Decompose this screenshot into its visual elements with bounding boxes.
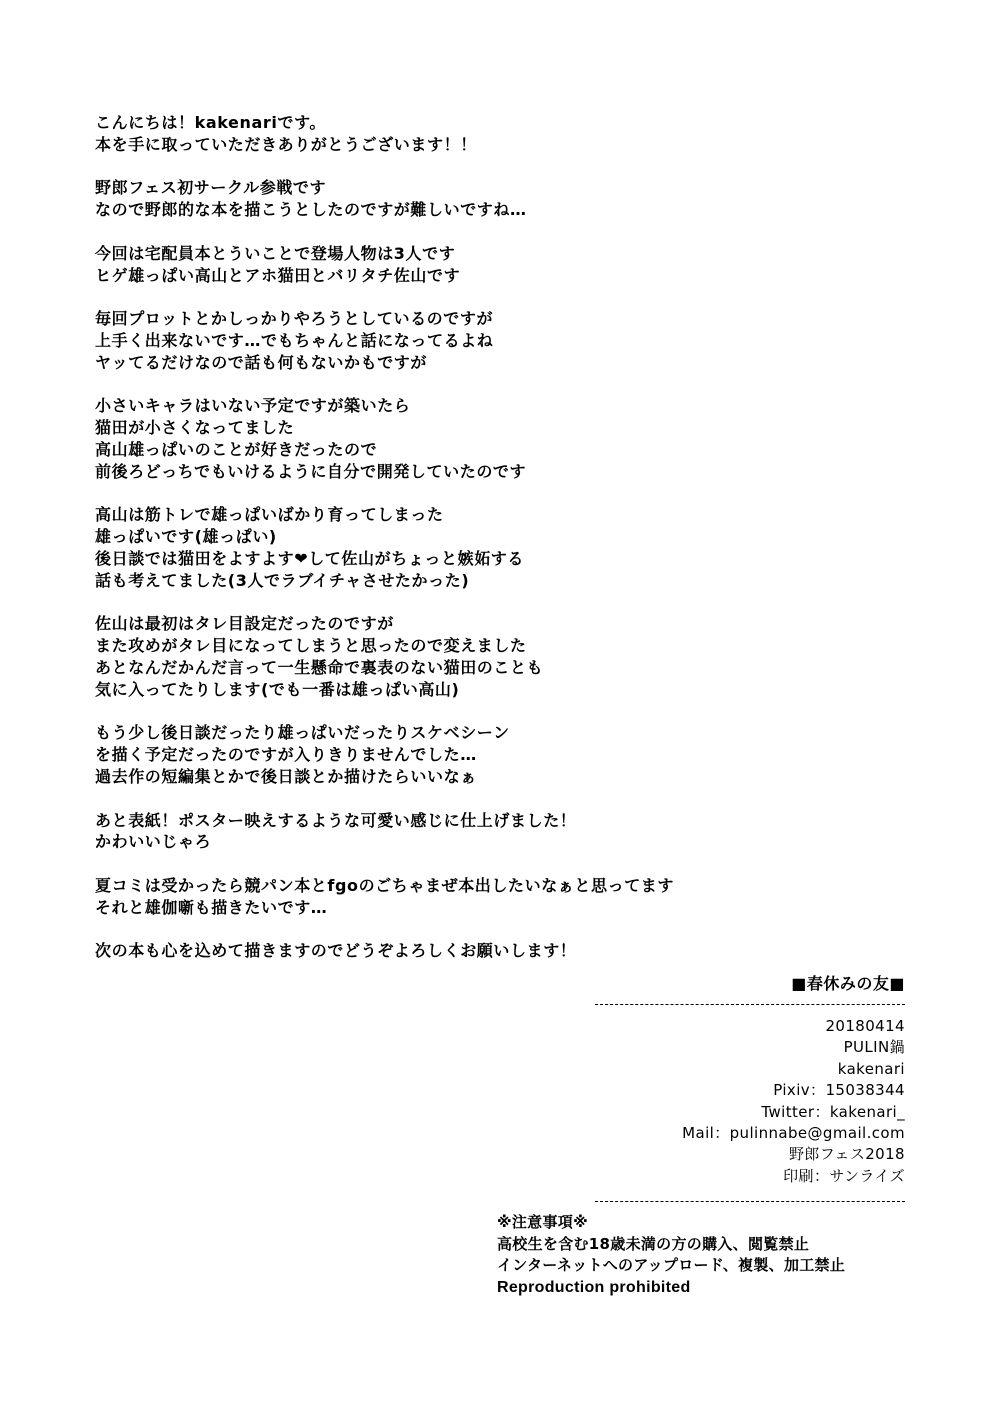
colophon-mail: Mail：pulinnabe@gmail.com bbox=[682, 1124, 905, 1143]
colophon-title: ■春休みの友■ bbox=[791, 974, 905, 993]
message-paragraph bbox=[95, 504, 795, 591]
colophon-event: 野郎フェス2018 bbox=[788, 1145, 905, 1164]
message-paragraph bbox=[95, 613, 795, 700]
message-paragraph bbox=[95, 112, 795, 156]
message-line: 雄っぱいです(雄っぱい) bbox=[95, 527, 277, 547]
message-line: もう少し後日談だったり雄っぱいだったりスケベシーン bbox=[95, 723, 510, 743]
message-line: 小さいキャラはいない予定ですが築いたら bbox=[95, 396, 411, 416]
message-line: なので野郎的な本を描こうとしたのですが難しいですね… bbox=[95, 200, 527, 220]
notice-block bbox=[497, 1212, 917, 1298]
message-line: 猫田が小さくなってました bbox=[95, 418, 295, 438]
message-line: 高山雄っぱいのことが好きだったので bbox=[95, 439, 378, 459]
colophon-circle: PULIN鍋 bbox=[843, 1038, 905, 1057]
notice-age-restriction: 高校生を含む18歳未満の方の購入、閲覧禁止 bbox=[497, 1234, 810, 1253]
message-line: 佐山は最初はタレ目設定だったのですが bbox=[95, 614, 394, 634]
afterword-message bbox=[95, 112, 795, 984]
message-line: 後日談では猫田をよすよす❤して佐山がちょっと嫉妬する bbox=[95, 548, 525, 568]
message-line: 本を手に取っていただきありがとうございます！！ bbox=[95, 134, 477, 154]
message-line: 上手く出来ないです…でもちゃんと話になってるよね bbox=[95, 330, 494, 350]
message-line: 話も考えてました(3人でラブイチャさせたかった) bbox=[95, 570, 470, 590]
message-paragraph bbox=[95, 875, 795, 919]
notice-heading: ※注意事項※ bbox=[497, 1213, 588, 1231]
colophon-printer: 印刷：サンライズ bbox=[783, 1166, 905, 1185]
message-line: 毎回プロットとかしっかりやろうとしているのですが bbox=[95, 309, 494, 329]
message-line: 過去作の短編集とかで後日談とか描けたらいいなぁ bbox=[95, 766, 477, 786]
message-line: 今回は宅配員本とういことで登場人物は3人です bbox=[95, 243, 456, 263]
message-line: こんにちは！kakenariです。 bbox=[95, 113, 326, 132]
message-paragraph bbox=[95, 722, 795, 787]
message-line: 気に入ってたりします(でも一番は雄っぱい高山) bbox=[95, 679, 460, 699]
colophon-author: kakenari bbox=[837, 1059, 905, 1078]
message-line: ヤッてるだけなので話も何もないかもですが bbox=[95, 352, 428, 372]
colophon-date: 20180414 bbox=[825, 1017, 905, 1035]
message-line: かわいいじゃろ bbox=[95, 832, 212, 852]
message-line: あとなんだかんだ言って一生懸命で裏表のない猫田のことも bbox=[95, 657, 544, 677]
message-line: また攻めがタレ目になってしまうと思ったので変えました bbox=[95, 636, 527, 656]
message-line: あと表紙！ポスター映えするような可愛い感じに仕上げました！ bbox=[95, 810, 577, 830]
message-line: 高山は筋トレで雄っぱいばかり育ってしまった bbox=[95, 505, 444, 525]
message-line: それと雄伽噺も描きたいです… bbox=[95, 897, 328, 917]
colophon-pixiv: Pixiv：15038344 bbox=[773, 1081, 905, 1100]
message-line: 夏コミは受かったら競パン本とfgoのごちゃまぜ本出したいなぁと思ってます bbox=[95, 875, 675, 895]
message-paragraph bbox=[95, 940, 795, 962]
divider-bottom bbox=[595, 1201, 905, 1202]
message-paragraph bbox=[95, 243, 795, 287]
notice-reproduction: Reproduction prohibited bbox=[497, 1278, 691, 1296]
message-paragraph bbox=[95, 810, 795, 854]
message-paragraph bbox=[95, 308, 795, 373]
message-paragraph bbox=[95, 177, 795, 221]
colophon-info bbox=[585, 1016, 905, 1187]
message-line: 野郎フェス初サークル参戦です bbox=[95, 178, 327, 198]
message-line: 前後ろどっちでもいけるように自分で開発していたのです bbox=[95, 461, 527, 481]
message-line: ヒゲ雄っぱい高山とアホ猫田とバリタチ佐山です bbox=[95, 265, 461, 285]
divider-top bbox=[595, 1004, 905, 1005]
message-line: を描く予定だったのですが入りきりませんでした… bbox=[95, 745, 477, 765]
message-paragraph bbox=[95, 395, 795, 482]
colophon-twitter: Twitter：kakenari_ bbox=[761, 1102, 905, 1121]
message-line: 次の本も心を込めて描きますのでどうぞよろしくお願いします！ bbox=[95, 941, 577, 961]
notice-no-upload: インターネットへのアップロード、複製、加工禁止 bbox=[497, 1256, 846, 1274]
colophon bbox=[585, 973, 905, 1202]
